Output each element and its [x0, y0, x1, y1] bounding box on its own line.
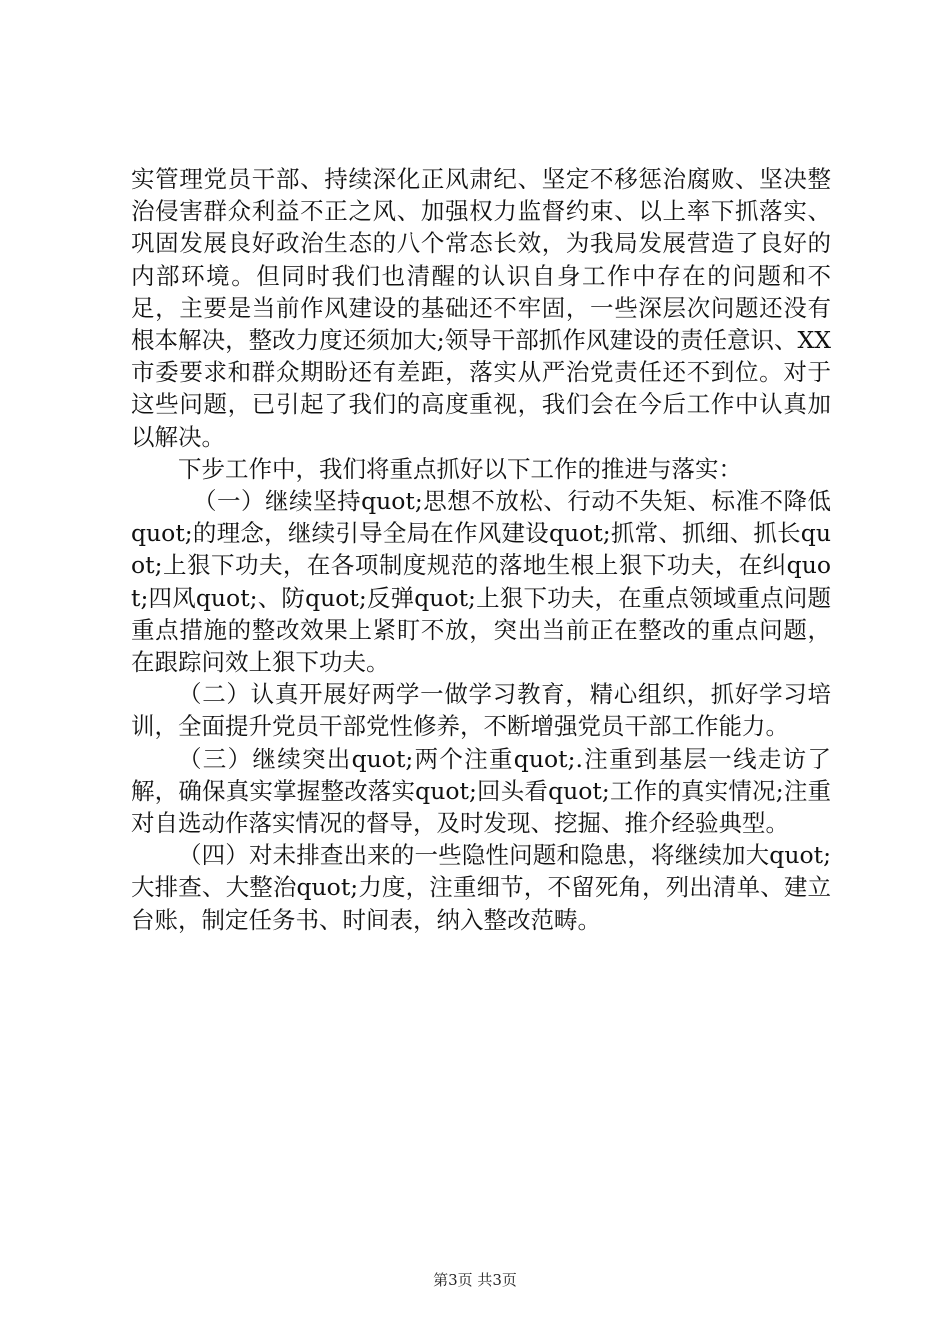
paragraph-item-3: （三）继续突出quot;两个注重quot;.注重到基层一线走访了解，确保真实掌握整改落实quot;回头看quot;工作的真实情况;注重对自选动作落实情况的督导，及时发现、挖掘、推介经验典型。: [131, 744, 831, 838]
document-body: [131, 163, 831, 936]
paragraph-next-steps-intro: 下步工作中，我们将重点抓好以下工作的推进与落实：: [178, 454, 742, 483]
paragraph-item-2: （二）认真开展好两学一做学习教育，精心组织，抓好学习培训，全面提升党员干部党性修养，不断增强党员干部工作能力。: [131, 680, 831, 741]
paragraph-item-1: （一）继续坚持quot;思想不放松、行动不失矩、标准不降低quot;的理念，继续引导全局在作风建设quot;抓常、抓细、抓长quot;上狠下功夫，在各项制度规范的落地生根上狠下功夫，在纠quot;四风quot;、防quot;反弹quot;上狠下功夫，在重点领域重点问题重点措施的整改效果上紧盯不放，突出当前正在整改的重点问题，在跟踪问效上狠下功夫。: [131, 487, 831, 677]
page-number-footer: 第3页 共3页: [433, 1271, 517, 1289]
paragraph-item-4: （四）对未排查出来的一些隐性问题和隐患，将继续加大quot;大排查、大整治quot;力度，注重细节，不留死角，列出清单、建立台账，制定任务书、时间表，纳入整改范畴。: [131, 841, 831, 934]
paragraph-continued: 实管理党员干部、持续深化正风肃纪、坚定不移惩治腐败、坚决整治侵害群众利益不正之风、加强权力监督约束、以上率下抓落实、巩固发展良好政治生态的八个常态长效，为我局发展营造了良好的内部环境。但同时我们也清醒的认识自身工作中存在的问题和不足，主要是当前作风建设的基础还不牢固，一些深层次问题还没有根本解决，整改力度还须加大;领导干部抓作风建设的责任意识、XX市委要求和群众期盼还有差距，落实从严治党责任还不到位。对于这些问题，已引起了我们的高度重视，我们会在今后工作中认真加以解决。: [131, 165, 831, 451]
